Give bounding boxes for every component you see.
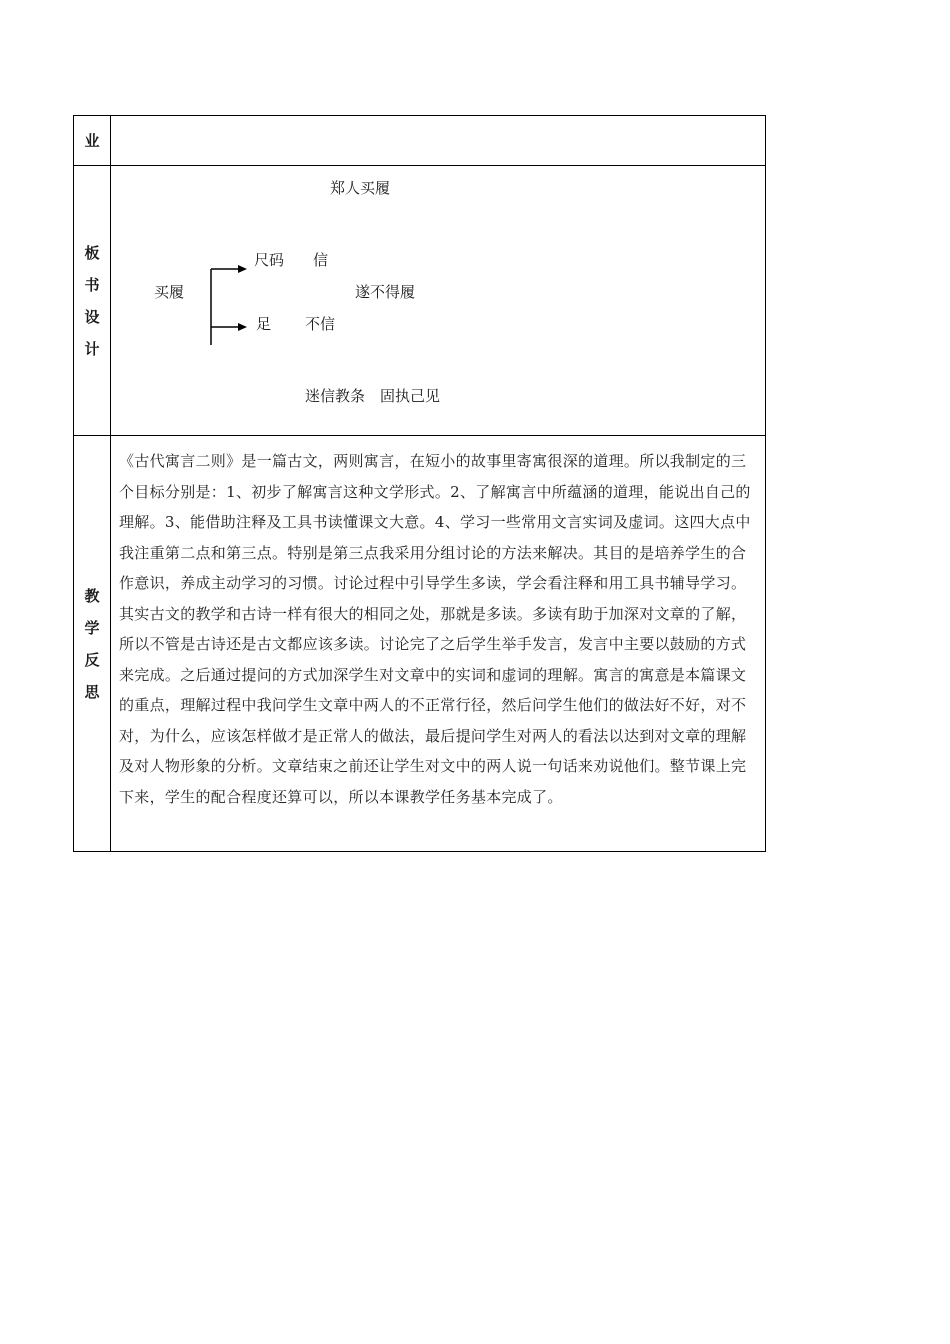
board-conclusion: 迷信教条 固执己见 xyxy=(305,387,441,405)
board-branch-bottom-b: 不信 xyxy=(305,315,336,333)
board-branch-top-b: 信 xyxy=(313,251,329,269)
homework-label-text: 业 xyxy=(84,131,100,150)
board-design-cell xyxy=(111,166,765,435)
board-design-label xyxy=(74,166,111,435)
board-design-row xyxy=(73,165,766,436)
homework-cell xyxy=(111,116,765,165)
reflection-cell xyxy=(111,436,765,851)
reflection-label xyxy=(74,436,111,851)
homework-label xyxy=(74,116,111,165)
board-design-label-text: 板书设计 xyxy=(84,243,100,358)
bracket-arrows-icon xyxy=(111,166,766,436)
reflection-text: 《古代寓言二则》是一篇古文，两则寓言，在短小的故事里寄寓很深的道理。所以我制定的三个目标分别是：1、初步了解寓言这种文学形式。2、了解寓言中所蕴涵的道理，能说出自己的理解。3、能借助注释及工具书读懂课文大意。4、学习一些常用文言实词及虚词。这四大点中我注重第二点和第三点。特别是第三点我采用分组讨论的方法来解决。其目的是培养学生的合作意识，养成主动学习的习惯。讨论过程中引导学生多读，学会看注释和用工具书辅导学习。其实古文的教学和古诗一样有很大的相同之处，那就是多读。多读有助于加深对文章的了解，所以不管是古诗还是古文都应该多读。讨论完了之后学生举手发言，发言中主要以鼓励的方式来完成。之后通过提问的方式加深学生对文章中的实词和虚词的理解。寓言的寓意是本篇课文的重点，理解过程中我问学生文章中两人的不正常行径，然后问学生他们的做法好不好，对不对，为什么，应该怎样做才是正常人的做法，最后提问学生对两人的看法以达到对文章的理解及对人物形象的分析。文章结束之前还让学生对文中的两人说一句话来劝说他们。整节课上完下来，学生的配合程度还算可以，所以本课教学任务基本完成了。 xyxy=(119,452,751,806)
reflection-label-text: 教学反思 xyxy=(84,586,100,701)
homework-row xyxy=(73,115,766,166)
reflection-row xyxy=(73,435,766,852)
board-branch-bottom-a: 足 xyxy=(256,315,272,333)
board-branch-top-a: 尺码 xyxy=(254,251,285,269)
board-middle-right: 遂不得履 xyxy=(355,283,416,301)
board-title: 郑人买履 xyxy=(330,179,391,197)
board-root: 买履 xyxy=(154,283,185,301)
